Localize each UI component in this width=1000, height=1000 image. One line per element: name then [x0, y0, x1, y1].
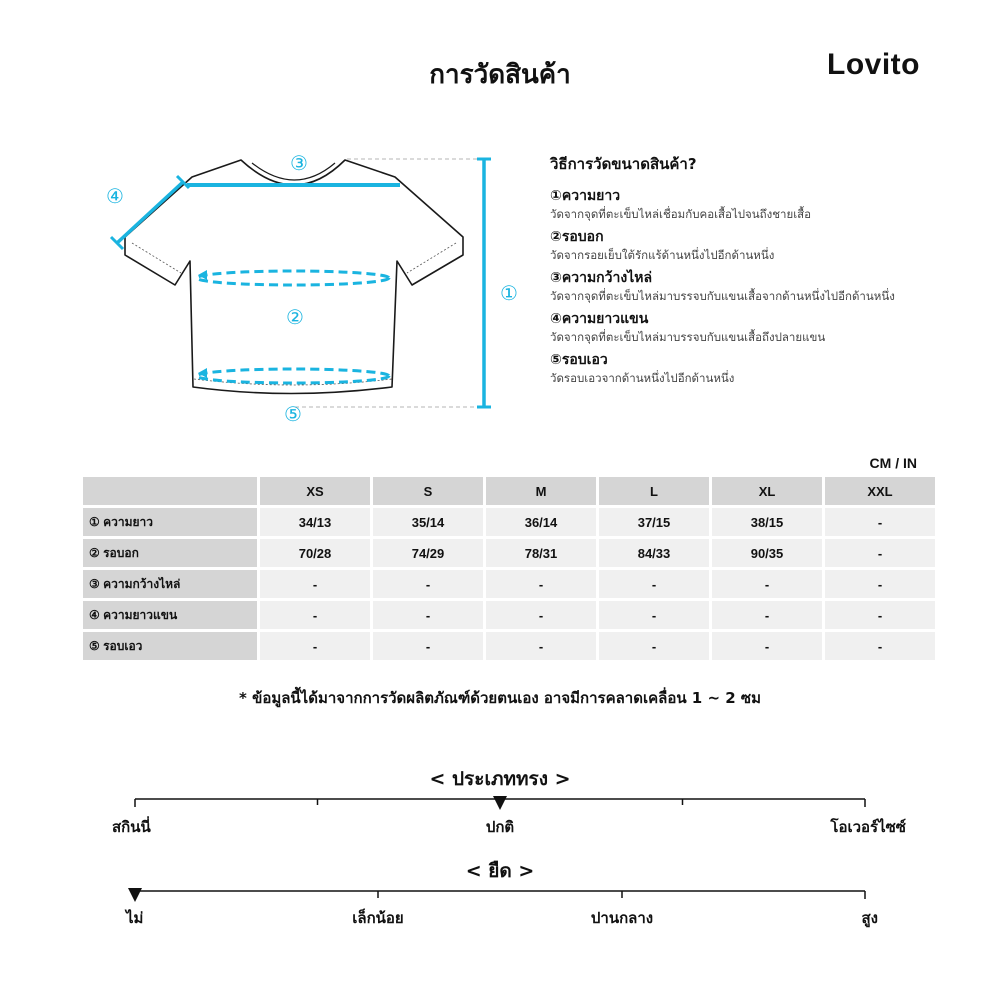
table-cell: - [373, 632, 483, 660]
table-cell: 34/13 [260, 508, 370, 536]
table-cell: 90/35 [712, 539, 822, 567]
table-cell: 36/14 [486, 508, 596, 536]
table-row [83, 508, 935, 536]
marker-2: ② [286, 305, 304, 329]
table-cell: - [486, 632, 596, 660]
guide-item-length: ①ความยาว วัดจากจุดที่ตะเข็บไหล่เชื่อมกับคอเสื้อไปจนถึงชายเสื้อ [550, 188, 812, 221]
size-header: XS [260, 477, 370, 505]
tshirt-outline [125, 160, 463, 394]
guide-item-chest: ②รอบอก วัดจากรอยเย็บใต้รักแร้ด้านหนึ่งไปอีกด้านหนึ่ง [550, 229, 775, 262]
table-cell: 37/15 [599, 508, 709, 536]
corner-cell [83, 477, 257, 505]
stretch-label-medium: ปานกลาง [590, 909, 654, 927]
guide-item-shoulder: ③ความกว้างไหล่ วัดจากจุดที่ตะเข็บไหล่มาบรรจบกับแขนเสื้อจากด้านหนึ่งไปอีกด้านหนึ่ง [550, 270, 895, 303]
guide-heading: วิธีการวัดขนาดสินค้า? [550, 155, 697, 173]
marker-4: ④ [106, 184, 124, 208]
table-cell: - [373, 570, 483, 598]
marker-1: ① [500, 281, 518, 305]
stretch-label-none: ไม่ [126, 909, 144, 927]
size-header: XXL [825, 477, 935, 505]
table-row [83, 570, 935, 598]
table-cell: - [373, 601, 483, 629]
stretch-label-high: สูง [861, 909, 878, 927]
table-cell: 74/29 [373, 539, 483, 567]
table-cell: - [825, 539, 935, 567]
table-cell: - [712, 570, 822, 598]
fit-label-oversize: โอเวอร์ไซซ์ [830, 818, 906, 836]
fit-label-regular: ปกติ [485, 818, 515, 836]
tshirt-measurement-diagram [95, 145, 535, 435]
unit-label: CM / IN [869, 455, 917, 471]
table-cell: - [712, 632, 822, 660]
table-cell: 78/31 [486, 539, 596, 567]
page-title: การวัดสินค้า [429, 60, 571, 90]
table-cell: - [825, 570, 935, 598]
table-cell: - [260, 570, 370, 598]
size-header: M [486, 477, 596, 505]
row-label: ④ ความยาวแขน [83, 601, 257, 629]
table-cell: 38/15 [712, 508, 822, 536]
table-cell: - [825, 632, 935, 660]
table-cell: - [260, 601, 370, 629]
size-header: XL [712, 477, 822, 505]
stretch-title: < ยืด > [465, 860, 535, 882]
table-cell: 35/14 [373, 508, 483, 536]
table-cell: - [599, 632, 709, 660]
marker-3: ③ [290, 151, 308, 175]
marker-5: ⑤ [284, 402, 302, 426]
guide-item-sleeve: ④ความยาวแขน วัดจากจุดที่ตะเข็บไหล่มาบรรจบกับแขนเสื้อถึงปลายแขน [550, 311, 826, 344]
stretch-marker [128, 888, 142, 902]
table-cell: - [599, 601, 709, 629]
table-cell: 84/33 [599, 539, 709, 567]
table-cell: - [260, 632, 370, 660]
brand-logo: Lovito [827, 48, 920, 81]
table-row [83, 601, 935, 629]
measurement-note: * ข้อมูลนี้ได้มาจากการวัดผลิตภัณฑ์ด้วยตนเอง อาจมีการคลาดเคลื่อน 1 ~ 2 ซม [239, 689, 761, 707]
table-cell: - [486, 570, 596, 598]
row-label: ③ ความกว้างไหล่ [83, 570, 257, 598]
measuring-guide [550, 152, 970, 391]
table-cell: - [712, 601, 822, 629]
stretch-scale [120, 880, 880, 910]
table-cell: - [486, 601, 596, 629]
size-header: L [599, 477, 709, 505]
size-table [80, 474, 938, 663]
table-cell: 70/28 [260, 539, 370, 567]
fit-marker [493, 796, 507, 810]
row-label: ① ความยาว [83, 508, 257, 536]
table-cell: - [825, 601, 935, 629]
row-label: ② รอบอก [83, 539, 257, 567]
stretch-label-slight: เล็กน้อย [352, 909, 404, 927]
table-row [83, 539, 935, 567]
size-header-row [83, 477, 935, 505]
table-cell: - [825, 508, 935, 536]
row-label: ⑤ รอบเอว [83, 632, 257, 660]
size-header: S [373, 477, 483, 505]
table-cell: - [599, 570, 709, 598]
guide-item-waist: ⑤รอบเอว วัดรอบเอวจากด้านหนึ่งไปอีกด้านหนึ่ง [550, 352, 735, 385]
fit-label-skinny: สกินนี่ [112, 818, 151, 836]
fit-title: < ประเภททรง > [429, 768, 571, 790]
table-row [83, 632, 935, 660]
